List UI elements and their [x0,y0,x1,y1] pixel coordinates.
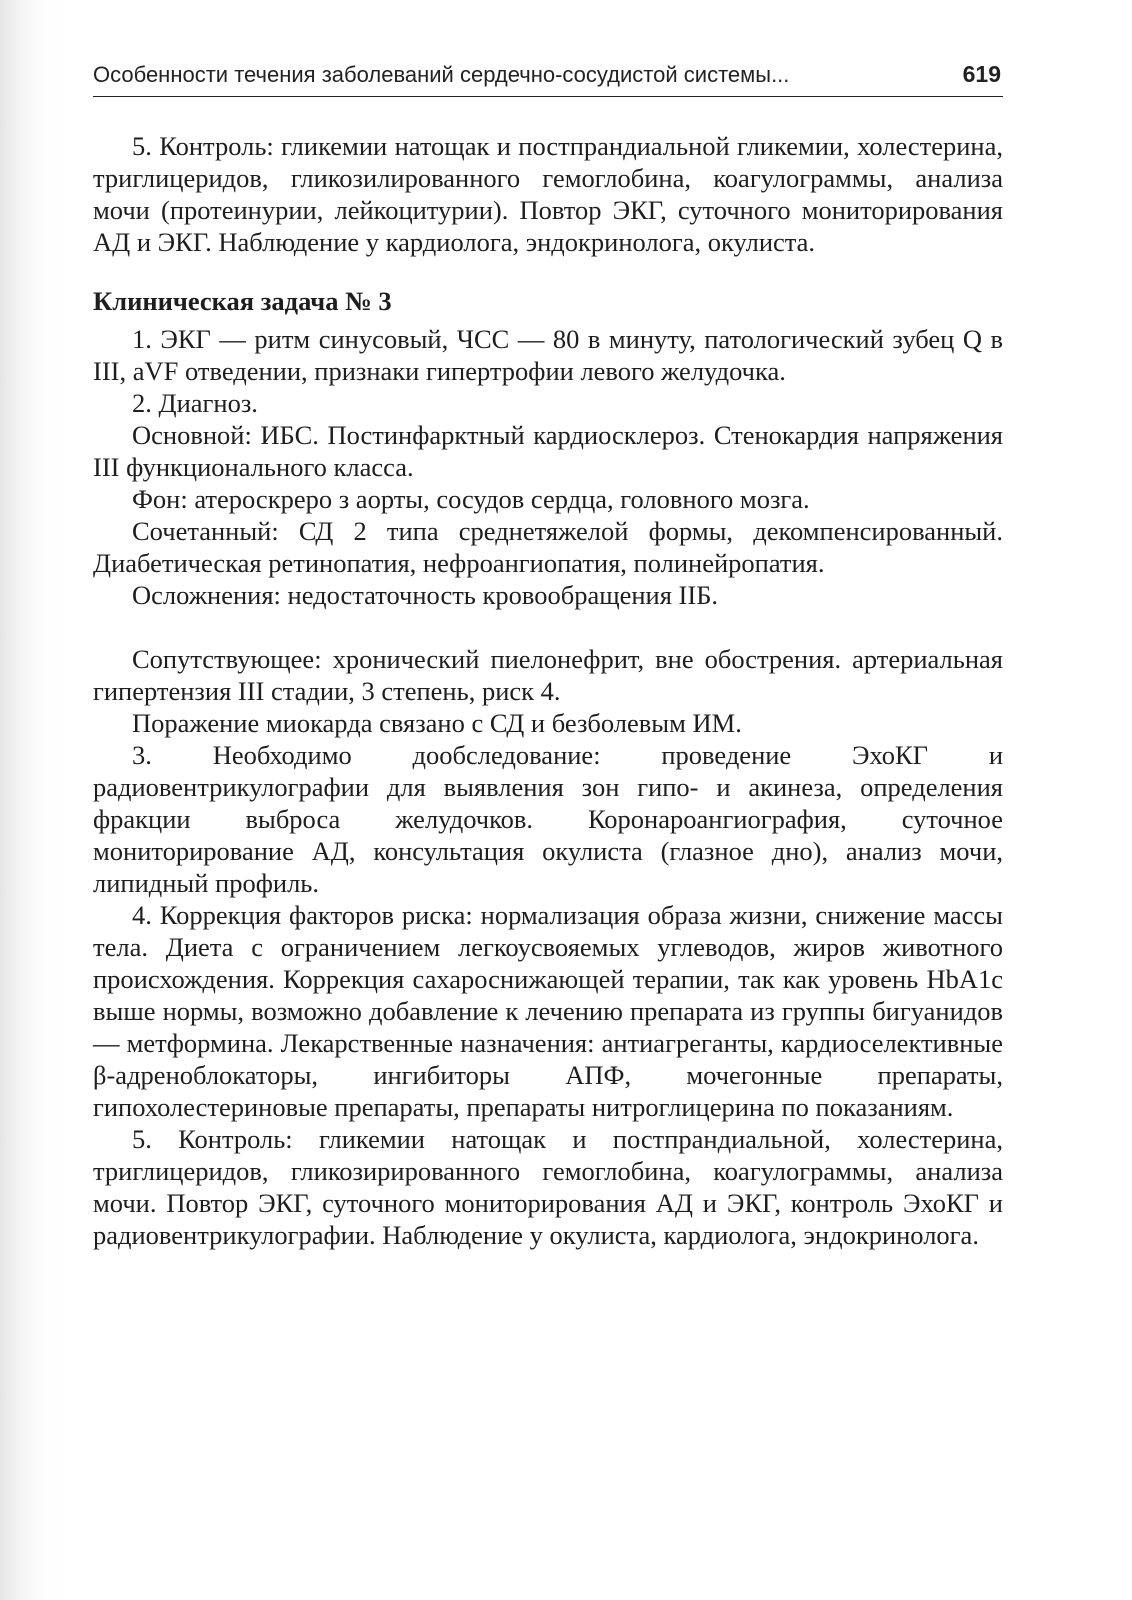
paragraph-examination: 3. Необходимо дообследование: проведение ЭхоКГ и радиовентрикулографии для выявления зон гипо- и акинеза, определения фракции выброса желудочков. Коронароангиография, суточное мониторирование АД, консультация окулиста (глазное дно), анализ мочи, липидный профиль. [93,740,1003,898]
paragraph-diagnosis: 2. Диагноз. [132,388,258,418]
section-heading: Клиническая задача № 3 [93,286,392,316]
paragraph-myocardium: Поражение миокарда связано с СД и безболевым ИМ. [132,708,742,738]
paragraph-risk-correction: 4. Коррекция факторов риска: нормализация образа жизни, снижение массы тела. Диета с ограничением легкоусвояемых углеводов, жиров животного происхождения. Коррекция сахароснижающей терапии, так как уровень HbA1c выше нормы, возможно добавление к лечению препарата из группы бигуанидов — метформина. Лекарственные назначения: антиагреганты, кардиоселективные β-адреноблокаторы, ингибиторы АПФ, мочегонные препараты, гипохолестериновые препараты, препараты нитроглицерина по показаниям. [93,900,1003,1122]
paragraph-ecg: 1. ЭКГ — ритм синусовый, ЧСС — 80 в минуту, патологический зубец Q в III, aVF отведении, признаки гипертрофии левого желудочка. [93,324,1003,386]
paragraph-combined: Сочетанный: СД 2 типа среднетяжелой формы, декомпенсированный. Диабетическая ретинопатия, нефроангиопатия, полинейропатия. [93,516,1003,578]
paragraph-control-previous: 5. Контроль: гликемии натощак и постпрандиальной гликемии, холестерина, триглицеридов, гликозилированного гемоглобина, коагулограммы, анализа мочи (протеинурии, лейкоцитурии). Повтор ЭКГ, суточного мониторирования АД и ЭКГ. Наблюдение у кардиолога, эндокринолога, окулиста. [93,131,1003,257]
running-header-title: Особенности течения заболеваний сердечно-сосудистой системы... [93,62,790,87]
running-header [93,60,1003,97]
paragraph-main-diagnosis: Основной: ИБС. Постинфарктный кардиосклероз. Стенокардия напряжения III функционального класса. [93,420,1003,482]
paragraph-background: Фон: атероскреро з аорты, сосудов сердца, головного мозга. [132,484,810,514]
paragraph-control: 5. Контроль: гликемии натощак и постпрандиальной, холестерина, триглицеридов, гликозирированного гемоглобина, коагулограммы, анализа мочи. Повтор ЭКГ, суточного мониторирования АД и ЭКГ, контроль ЭхоКГ и радиовентрикулографии. Наблюдение у окулиста, кардиолога, эндокринолога. [93,1124,1003,1250]
paragraph-complications: Осложнения: недостаточность кровообращения IIБ. [132,580,719,610]
page-number: 619 [962,61,1001,87]
page-body [93,130,1003,1251]
paragraph-concomitant: Сопутствующее: хронический пиелонефрит, вне обострения. артериальная гипертензия III стадии, 3 степень, риск 4. [93,644,1003,706]
